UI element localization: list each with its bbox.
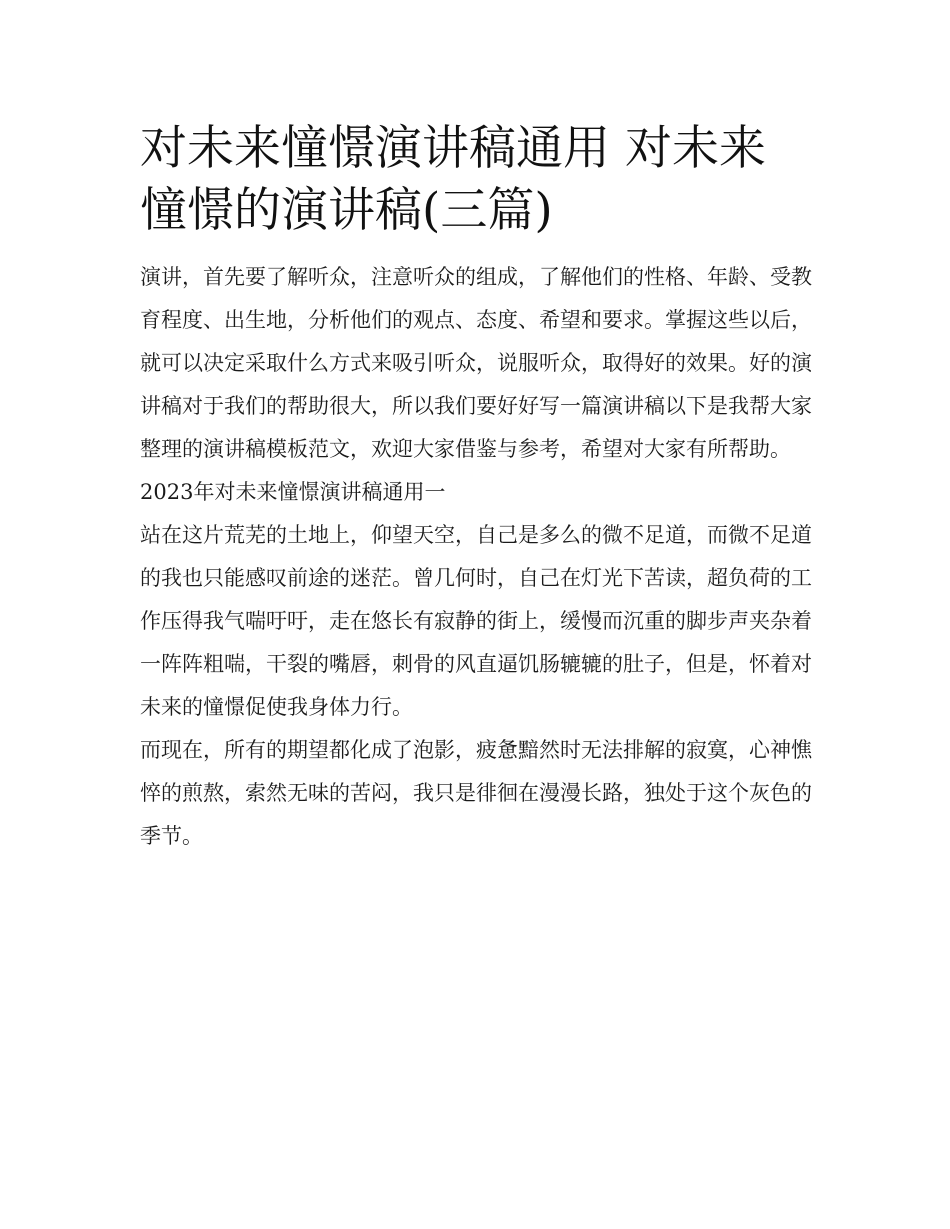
body-paragraph-2: 而现在，所有的期望都化成了泡影，疲惫黯然时无法排解的寂寞，心神憔悴的煎熬，索然无味的苦闷，我只是徘徊在漫漫长路，独处于这个灰色的季节。: [140, 738, 812, 848]
section-heading: 2023年对未来憧憬演讲稿通用一: [140, 480, 446, 504]
intro-paragraph: 演讲，首先要了解听众，注意听众的组成，了解他们的性格、年龄、受教育程度、出生地，分析他们的观点、态度、希望和要求。掌握这些以后，就可以决定采取什么方式来吸引听众，说服听众，取得好的效果。好的演讲稿对于我们的帮助很大，所以我们要好好写一篇演讲稿以下是我帮大家整理的演讲稿模板范文，欢迎大家借鉴与参考，希望对大家有所帮助。: [140, 265, 812, 461]
body-paragraph-1: 站在这片荒芜的土地上，仰望天空，自己是多么的微不足道，而微不足道的我也只能感叹前途的迷茫。曾几何时，自己在灯光下苦读，超负荷的工作压得我气喘吁吁，走在悠长有寂静的街上，缓慢而沉重的脚步声夹杂着一阵阵粗喘，干裂的嘴唇，刺骨的风直逼饥肠辘辘的肚子，但是，怀着对未来的憧憬促使我身体力行。: [140, 523, 812, 719]
document-page: [140, 118, 812, 858]
document-title: 对未来憧憬演讲稿通用 对未来憧憬的演讲稿(三篇): [140, 121, 766, 238]
